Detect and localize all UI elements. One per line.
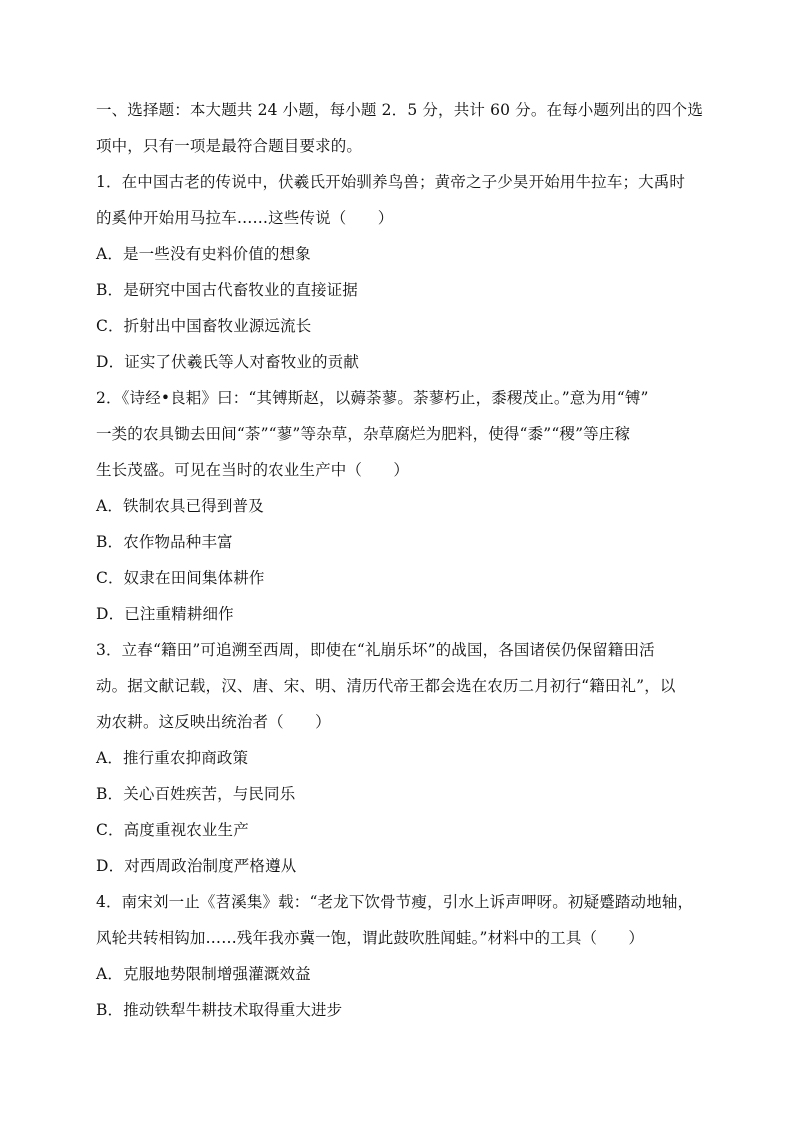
option-b: B．农作物品种丰富 (96, 533, 233, 551)
question-stem-line: 动。据文献记载，汉、唐、宋、明、清历代帝王都会选在农历二月初行“籍田礼”，以 (96, 677, 676, 695)
option-a: A．铁制农具已得到普及 (96, 497, 264, 515)
option-b: B．是研究中国古代畜牧业的直接证据 (96, 281, 358, 299)
question-stem-line: 4．南宋刘一止《苕溪集》载：“老龙下饮骨节瘦，引水上诉声呷呀。初疑蹙踏动地轴， (96, 893, 694, 911)
option-d: D．证实了伏羲氏等人对畜牧业的贡献 (96, 353, 359, 371)
question-stem-line: 劝农耕。这反映出统治者（ ） (96, 713, 331, 731)
question-stem-line: 3．立春“籍田”可追溯至西周，即使在“礼崩乐坏”的战国，各国诸侯仍保留籍田活 (96, 641, 655, 659)
option-c: C．高度重视农业生产 (96, 821, 249, 839)
question-4 (96, 892, 706, 1036)
question-stem-line: 生长茂盛。可见在当时的农业生产中（ ） (96, 461, 410, 479)
question-stem-line: 1．在中国古老的传说中，伏羲氏开始驯养鸟兽；黄帝之子少昊开始用牛拉车；大禹时 (96, 173, 686, 191)
option-d: D．对西周政治制度严格遵从 (96, 857, 297, 875)
option-a: A．是一些没有史料价值的想象 (96, 245, 311, 263)
option-a: A．推行重农抑商政策 (96, 749, 249, 767)
question-stem-line: 一类的农具锄去田间“荼”“蓼”等杂草，杂草腐烂为肥料，使得“黍”“稷”等庄稼 (96, 425, 631, 443)
question-stem-line: 2．《诗经•良耜》曰：“其镈斯赵，以薅荼蓼。荼蓼朽止，黍稷茂止。”意为用“镈” (96, 389, 649, 407)
exam-page (96, 100, 706, 1036)
option-c: C．奴隶在田间集体耕作 (96, 569, 265, 587)
question-1 (96, 172, 706, 388)
question-2 (96, 388, 706, 640)
question-stem-line: 风轮共转相钩加……残年我亦冀一饱，谓此鼓吹胜闻蛙。”材料中的工具（ ） (96, 929, 645, 947)
option-b: B．关心百姓疾苦，与民同乐 (96, 785, 296, 803)
heading-line: 一、选择题：本大题共 24 小题，每小题 2．5 分，共计 60 分。在每小题列出的四个选 (96, 101, 703, 119)
option-c: C．折射出中国畜牧业源远流长 (96, 317, 312, 335)
option-a: A．克服地势限制增强灌溉效益 (96, 965, 311, 983)
option-b: B．推动铁犁牛耕技术取得重大进步 (96, 1001, 343, 1019)
option-d: D．已注重精耕细作 (96, 605, 234, 623)
section-heading (96, 100, 706, 172)
question-stem-line: 的奚仲开始用马拉车……这些传说（ ） (96, 209, 394, 227)
question-3 (96, 640, 706, 892)
heading-line: 项中，只有一项是最符合题目要求的。 (96, 137, 363, 155)
